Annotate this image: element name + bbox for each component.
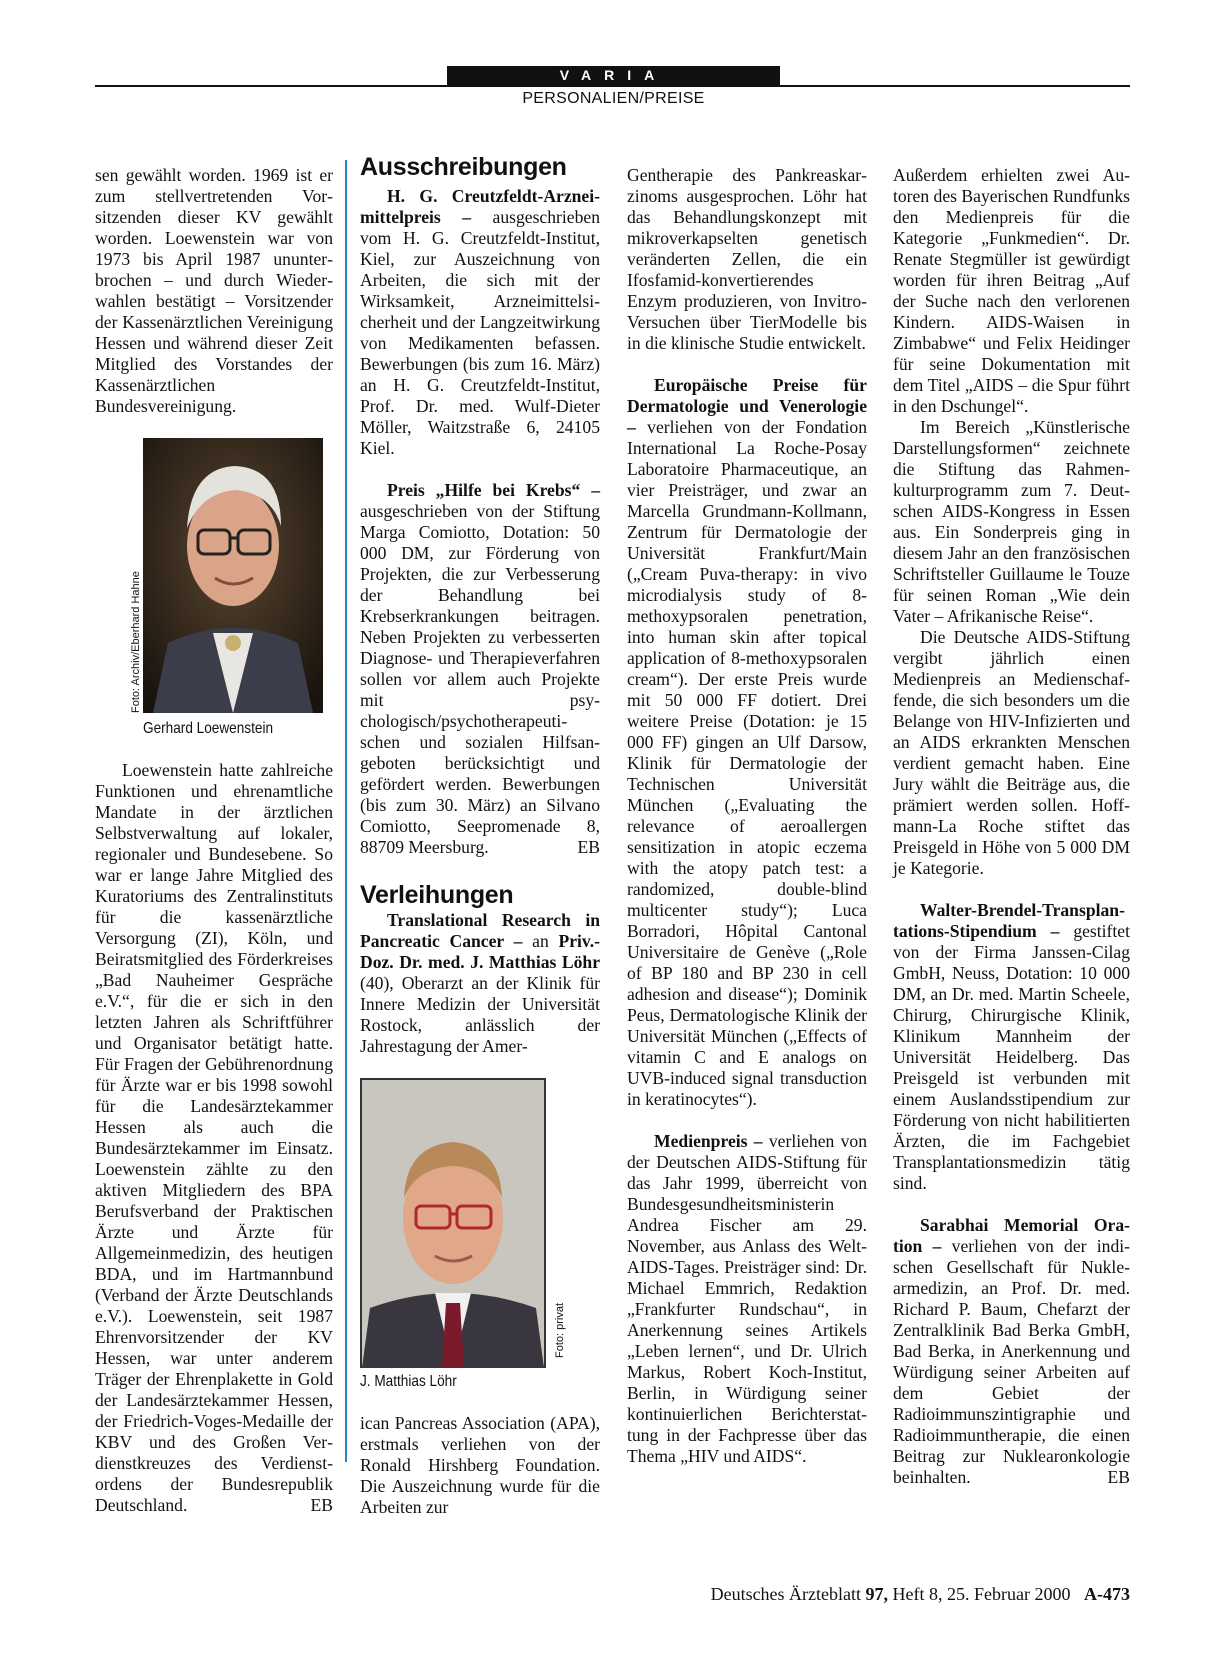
paragraph: Die Deutsche AIDS-Stiftung vergibt jährlich einen Medienpreis an Medienschaffende, die sich besonders um die Belange von HIV-Infizierten und an AIDS erkrankten Menschen verdient gemacht haben. Eine Jury wählt die Beiträge aus, die prämiert werden sollen. Hoffmann-La Roche stiftet das Preisgeld in Höhe von 5 000 DM je Kategorie.	[893, 627, 1130, 878]
article	[360, 480, 600, 858]
column-1	[95, 165, 333, 1516]
article-text: ausgeschrieben vom H. G. Creutzfeldt-Institut, Kiel, zur Auszeichnung von Arbeiten, die sich mit der Wirksamkeit, Arzneimittelsicherheit und der Langzeitwirkung von Medikamenten befassen. Bewerbungen (bis zum 16. März) an H. G. Creutzfeldt-Institut, Prof. Dr. med. Wulf-Dieter Möller, Waitzstraße 6, 24105 Kiel.	[360, 207, 600, 458]
paragraph-text: Loewenstein hatte zahlreiche Funktionen und ehrenamtliche Mandate in der ärztlichen Selbstverwaltung auf lokaler, regionaler und Bundesebene. So war er lange Jahre Mitglied des Kuratoriums des Zentralinstituts für die kassenärztliche Versorgung (ZI), Köln, und Beiratsmitglied des Förderkreises „Bad Nauheimer Gespräche e.V.“, für die er sich in den letzten Jahren als Schriftführer und Organisator betätigt hatte. Für Fragen der Gebührenordnung für Ärzte war er bis 1998 sowohl für die Landesärztekammer Hessen als auch die Bundesärztekammer im Einsatz. Loewenstein zählte zu den aktiven Mitgliedern des BPA Berufsverband der Praktischen Ärzte und Ärzte für Allgemeinmedizin, des heutigen BDA, und im Hartmannbund (Verband der Ärzte Deutschlands e.V.). Loewenstein, seit 1987 Ehrenvorsitzender der KV Hessen, war unter anderem Träger der Ehrenplakette in Gold der Landesärztekammer Hessen, der Friedrich-Voges-Medaille der KBV und des Großen Verdienstkreuzes des Verdienstordens der Bundesrepublik Deutschland.	[95, 760, 333, 1515]
journal-volume: 97,	[865, 1584, 889, 1604]
article-text: an	[522, 931, 559, 951]
author-sign: EB	[1107, 1467, 1130, 1487]
paragraph: Außerdem erhielten zwei Autoren des Bayerischen Rundfunks den Medienpreis für die Kategorie „Funkmedien“. Dr. Renate Stegmüller ist gewürdigt worden für ihren Beitrag „Auf der Suche nach den verlorenen Kindern. AIDS-Waisen in Zimbabwe“ und Felix Heidinger für seine Dokumentation mit dem Titel „AIDS – die Spur führt in den Dschungel“.	[893, 165, 1130, 416]
paragraph: sen gewählt worden. 1969 ist er zum stellvertretenden Vorsitzenden dieser KV gewählt worden. Loewenstein war von 1973 bis April 1987 ununterbrochen – und durch Wiederwahlen bestätigt – Vorsitzender der Kassenärztlichen Vereinigung Hessen und während dieser Zeit Mitglied des Vorstandes der Kassenärztlichen Bundesvereinigung.	[95, 165, 333, 416]
page-number: A-473	[1084, 1584, 1130, 1604]
paragraph: ican Pancreas Association (APA), erstmals verliehen von der Ronald Hirshberg Foundation. Die Auszeichnung wurde für die Arbeiten zur	[360, 1413, 600, 1517]
paragraph: Gentherapie des Pankreaskarzinoms ausgesprochen. Löhr hat das Behandlungskonzept mit mikroverkapselten genetisch veränderten Zellen, die ein Ifosfamid-konvertierendes Enzym produzieren, von Invitro-Versuchen über TierModelle bis in die klinische Studie entwickelt.	[627, 165, 867, 353]
header-rule	[95, 85, 1130, 87]
article-title: Medienpreis –	[654, 1131, 763, 1151]
article-text: verliehen von der indischen Gesellschaft für Nuklearmedizin, an Prof. Dr. med. Richard P. Baum, Chefarzt der Zentralklinik Bad Berka GmbH, Bad Berka, in Anerkennung und Würdigung seiner Arbeiten auf dem Gebiet der Radioimmunszintigraphie und Radioimmuntherapie, die einen Beitrag zur Nuklearonkologie beinhalten.	[893, 1236, 1130, 1487]
article-title: Sarabhai Memorial Oration –	[893, 1215, 1130, 1256]
article-text: ausgeschrieben von der Stiftung Marga Comiotto, Dotation: 50 000 DM, zur Förderung von Projekten, die zur Verbesserung der Behandlung bei Krebserkrankungen beitragen. Neben Projekten zu verbesserten Diagnose- und Therapieverfahren sollen vor allem auch Projekte mit psychologisch/psychotherapeutischen und sozialen Hilfsangeboten berücksichtigt und gefördert werden. Bewerbungen (bis zum 30. März) an Silvano Comiotto, Seepromenade 8, 88709 Meersburg.	[360, 501, 600, 857]
column-3	[627, 165, 867, 1467]
page-footer	[640, 1584, 1130, 1605]
article-title: H. G. Creutzfeldt-Arzneimittelpreis –	[360, 186, 600, 227]
article-title: Europäische Preise für Dermatologie und Venerologie –	[627, 375, 867, 437]
photo-loehr	[360, 1078, 566, 1392]
author-sign: EB	[577, 837, 600, 857]
article	[893, 1215, 1130, 1488]
photo-credit: Foto: Archiv/Eberhard Hahne	[130, 571, 142, 713]
portrait-image	[143, 438, 323, 713]
column-divider	[345, 160, 347, 1462]
article-text: verliehen von der Fondation International La Roche-Posay Laboratoire Pharmaceutique, an vier Preisträger, und zwar an Marcella Grundmann-Kollmann, Zentrum für Dermatologie der Universität Frankfurt/Main („Cream Puva-therapy: in vivo microdialysis study of 8-methoxypsoralen penetration, into human skin after topical application of 8-methoxypsoralen cream“). Der erste Preis wurde mit 50 000 FF dotiert. Drei weitere Preise (Dotation: je 15 000 FF) gingen an Ulf Darsow, Klinik für Dermatologie der Technischen Universität München („Evaluating the relevance of aeroallergen sensitization in atopic eczema with the atopy patch test: a randomized, double-blind multicenter study“); Luca Borradori, Hôpital Cantonal Universitaire de Genève („Role of BP 180 and BP 230 in cell adhesion and disease“); Dominik Peus, Dermatologische Klinik der Universität München („Effects of vitamin C and E analogs on UVB-induced signal transduction in keratinocytes“).	[627, 417, 867, 1109]
heading-verleihungen: Verleihungen	[360, 881, 514, 909]
article-text: (40), Oberarzt an der Klinik für Innere Medizin der Universität Rostock, anlässlich der Jahrestagung der Amer-	[360, 973, 600, 1056]
article-title: Translational Research in Pancreatic Cancer –	[360, 910, 600, 951]
article-text: gestiftet von der Firma Janssen-Cilag GmbH, Neuss, Dotation: 10 000 DM, an Dr. med. Martin Scheele, Chirurg, Chirurgische Klinik, Klinikum Mannheim der Universität Heidelberg. Das Preisgeld ist verbunden mit einem Auslandsstipendium zur Förderung von nicht habilitierten Ärzten, die im Fachgebiet Transplantationsmedizin tätig sind.	[893, 921, 1130, 1193]
article	[627, 1131, 867, 1467]
author-sign: EB	[310, 1495, 333, 1515]
heading-ausschreibungen: Ausschreibungen	[360, 153, 567, 181]
journal-issue: Heft 8, 25. Februar 2000	[888, 1584, 1071, 1604]
article	[360, 186, 600, 459]
photo-loewenstein	[130, 438, 323, 739]
article	[627, 375, 867, 1110]
photo-caption: J. Matthias Löhr	[360, 1373, 457, 1390]
article-text: verliehen von der Deutschen AIDS-Stiftung für das Jahr 1999, überreicht von Bundesgesundheitsministerin Andrea Fischer am 29. November, aus Anlass des Welt-AIDS-Tages. Preisträger sind: Dr. Michael Emmrich, Redaktion „Frankfurter Rundschau“, in Anerkennung seines Artikels „Leben lernen“, und Dr. Ulrich Markus, Robert Koch-Institut, Berlin, in Würdigung seiner kontinuierlichen Berichterstattung in der Fachpresse über das Thema „HIV und AIDS“.	[627, 1131, 868, 1466]
paragraph: Im Bereich „Künstlerische Darstellungsformen“ zeichnete die Stiftung das Rahmenkulturprogramm zum 7. Deutschen AIDS-Kongress in Essen aus. Ein Sonderpreis ging in diesem Jahr an den französischen Schriftsteller Guillaume le Touze für seinen Roman „Wie dein Vater – Afrikanische Reise“.	[893, 417, 1130, 626]
paragraph	[95, 760, 333, 1516]
section-label: VARIA	[447, 66, 780, 85]
photo-credit: Foto: privat	[554, 1302, 566, 1358]
column-2	[360, 153, 600, 1518]
photo-caption: Gerhard Loewenstein	[143, 720, 274, 737]
article-name: Priv.-Doz. Dr. med. J. Matthias Löhr	[360, 931, 600, 972]
journal-name: Deutsches Ärzteblatt	[710, 1584, 866, 1604]
article	[893, 900, 1130, 1194]
portrait-image	[360, 1078, 546, 1368]
article-title: Walter-Brendel-Transplantations-Stipendium –	[893, 900, 1125, 941]
column-4	[893, 165, 1130, 1488]
article	[360, 910, 600, 1057]
article-title: Preis „Hilfe bei Krebs“ –	[387, 480, 600, 500]
subsection-label: PERSONALIEN/PREISE	[522, 90, 705, 107]
